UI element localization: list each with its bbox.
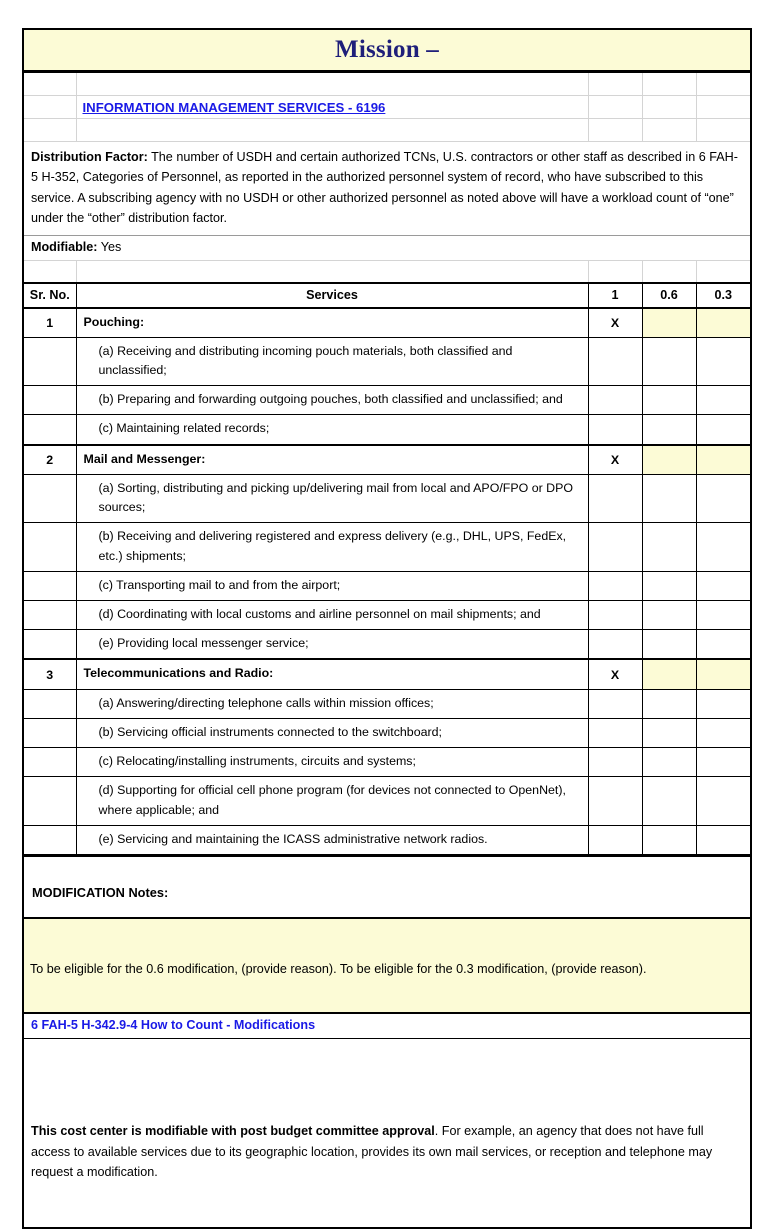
blank-cell	[24, 260, 76, 283]
blank-cell	[588, 119, 642, 142]
blank-cell	[696, 96, 750, 119]
cell-factor-03[interactable]	[696, 777, 750, 825]
cell-sr-no: 1	[24, 308, 76, 338]
service-group-row	[24, 659, 750, 689]
service-detail-row	[24, 689, 750, 718]
cell-factor-06[interactable]	[642, 337, 696, 385]
cell-factor-1[interactable]	[588, 777, 642, 825]
cell-factor-1[interactable]: X	[588, 308, 642, 338]
distribution-factor-row	[24, 142, 750, 236]
cell-factor-06[interactable]	[642, 308, 696, 338]
cell-sr-no: 2	[24, 445, 76, 475]
cell-service-group-name: Mail and Messenger:	[76, 445, 588, 475]
cell-sr-no	[24, 748, 76, 777]
cell-factor-1[interactable]	[588, 689, 642, 718]
how-to-count-text	[24, 1038, 750, 1227]
cell-factor-06[interactable]	[642, 659, 696, 689]
service-detail-row	[24, 337, 750, 385]
cell-factor-03[interactable]	[696, 308, 750, 338]
service-detail-row	[24, 600, 750, 629]
cell-factor-03[interactable]	[696, 689, 750, 718]
service-detail-row	[24, 523, 750, 571]
blank-cell	[588, 260, 642, 283]
blank-cell	[642, 96, 696, 119]
header-sr-no: Sr. No.	[24, 283, 76, 308]
cell-sr-no	[24, 523, 76, 571]
cell-factor-03[interactable]	[696, 718, 750, 747]
blank-cell	[696, 72, 750, 96]
service-detail-row	[24, 630, 750, 660]
cell-service-description: (d) Coordinating with local customs and airline personnel on mail shipments; and	[76, 600, 588, 629]
cell-factor-03[interactable]	[696, 630, 750, 660]
cell-service-description: (d) Supporting for official cell phone program (for devices not connected to OpenNet), where applicable; and	[76, 777, 588, 825]
cell-factor-06[interactable]	[642, 777, 696, 825]
modification-notes-heading: MODIFICATION Notes:	[24, 855, 750, 918]
cell-factor-03[interactable]	[696, 748, 750, 777]
distribution-factor-text: The number of USDH and certain authorized TCNs, U.S. contractors or other staff as described in 6 FAH-5 H-352, Categories of Personnel, as reported in the authorized personnel system of record, who have subscribed to this service. A subscribing agency with no USDH or other authorized personnel as noted above will have a workload count of “one” under the “other” distribution factor.	[31, 150, 738, 226]
cell-service-description: (b) Preparing and forwarding outgoing pouches, both classified and unclassified; and	[76, 386, 588, 415]
service-detail-row	[24, 415, 750, 445]
cost-center-link[interactable]: INFORMATION MANAGEMENT SERVICES - 6196	[76, 96, 588, 119]
blank-cell	[588, 96, 642, 119]
cell-service-group-name: Pouching:	[76, 308, 588, 338]
blank-cell	[642, 119, 696, 142]
cell-service-description: (b) Servicing official instruments connected to the switchboard;	[76, 718, 588, 747]
fah-reference-row	[24, 1013, 750, 1039]
cell-factor-03[interactable]	[696, 445, 750, 475]
cell-factor-06[interactable]	[642, 415, 696, 445]
cell-sr-no: 3	[24, 659, 76, 689]
cell-sr-no	[24, 571, 76, 600]
service-detail-row	[24, 571, 750, 600]
cell-factor-1[interactable]	[588, 386, 642, 415]
cell-factor-1[interactable]	[588, 337, 642, 385]
blank-cell	[24, 96, 76, 119]
service-detail-row	[24, 474, 750, 522]
cell-service-description: (b) Receiving and delivering registered and express delivery (e.g., DHL, UPS, FedEx, etc.) shipments;	[76, 523, 588, 571]
blank-cell	[642, 260, 696, 283]
cell-factor-03[interactable]	[696, 415, 750, 445]
blank-grid-row-2	[24, 119, 750, 142]
spacer-row	[24, 260, 750, 283]
cell-factor-1[interactable]: X	[588, 659, 642, 689]
cell-sr-no	[24, 386, 76, 415]
cell-factor-03[interactable]	[696, 474, 750, 522]
blank-cell	[588, 72, 642, 96]
how-to-count-rest: . For example, an agency that does not have full access to available services due to its geographic location, provides its own mail services, or reception and telephone may request a modification.	[31, 1124, 713, 1180]
cell-service-description: (e) Servicing and maintaining the ICASS administrative network radios.	[76, 825, 588, 855]
service-detail-row	[24, 748, 750, 777]
blank-cell	[76, 119, 588, 142]
icass-cost-center-sheet	[22, 28, 752, 1229]
cell-service-group-name: Telecommunications and Radio:	[76, 659, 588, 689]
title-row	[24, 30, 750, 72]
cell-factor-1[interactable]	[588, 630, 642, 660]
modification-notes-body-row	[24, 918, 750, 1013]
cell-sr-no	[24, 689, 76, 718]
how-to-count-row	[24, 1038, 750, 1227]
cell-service-description: (a) Answering/directing telephone calls within mission offices;	[76, 689, 588, 718]
fah-reference-link[interactable]: 6 FAH-5 H-342.9-4 How to Count - Modifications	[24, 1013, 750, 1039]
cell-sr-no	[24, 415, 76, 445]
cell-factor-03[interactable]	[696, 386, 750, 415]
blank-cell	[696, 119, 750, 142]
cell-factor-06[interactable]	[642, 630, 696, 660]
distribution-factor-cell	[24, 142, 750, 236]
header-services: Services	[76, 283, 588, 308]
cell-factor-03[interactable]	[696, 571, 750, 600]
cell-service-description: (a) Sorting, distributing and picking up/delivering mail from local and APO/FPO or DPO sources;	[76, 474, 588, 522]
cell-sr-no	[24, 825, 76, 855]
cell-sr-no	[24, 630, 76, 660]
cell-service-description: (a) Receiving and distributing incoming pouch materials, both classified and unclassified;	[76, 337, 588, 385]
header-factor-1: 1	[588, 283, 642, 308]
cell-factor-03[interactable]	[696, 600, 750, 629]
cell-service-description: (c) Transporting mail to and from the airport;	[76, 571, 588, 600]
modification-notes-body[interactable]: To be eligible for the 0.6 modification, (provide reason). To be eligible for the 0.3 modification, (provide reason).	[24, 918, 750, 1013]
cell-factor-1[interactable]	[588, 415, 642, 445]
cell-factor-06[interactable]	[642, 825, 696, 855]
cost-center-row	[24, 96, 750, 119]
cell-factor-1[interactable]	[588, 474, 642, 522]
cell-factor-1[interactable]	[588, 748, 642, 777]
modifiable-cell	[24, 235, 750, 260]
service-group-row	[24, 308, 750, 338]
service-detail-row	[24, 825, 750, 855]
cell-sr-no	[24, 474, 76, 522]
blank-grid-row-1	[24, 72, 750, 96]
cell-factor-06[interactable]	[642, 689, 696, 718]
services-table-header	[24, 283, 750, 308]
distribution-factor-label: Distribution Factor:	[31, 150, 148, 164]
header-factor-06: 0.6	[642, 283, 696, 308]
cell-sr-no	[24, 777, 76, 825]
blank-cell	[24, 119, 76, 142]
cell-factor-1[interactable]	[588, 523, 642, 571]
modifiable-row	[24, 235, 750, 260]
cell-factor-06[interactable]	[642, 718, 696, 747]
cell-factor-06[interactable]	[642, 474, 696, 522]
blank-cell	[696, 260, 750, 283]
cell-sr-no	[24, 600, 76, 629]
cell-sr-no	[24, 718, 76, 747]
cell-factor-03[interactable]	[696, 659, 750, 689]
cell-factor-06[interactable]	[642, 748, 696, 777]
blank-cell	[76, 72, 588, 96]
cell-factor-06[interactable]	[642, 445, 696, 475]
sheet-grid	[24, 30, 750, 1227]
cell-service-description: (c) Relocating/installing instruments, circuits and systems;	[76, 748, 588, 777]
cell-factor-06[interactable]	[642, 600, 696, 629]
services-table-body	[24, 308, 750, 856]
cell-sr-no	[24, 337, 76, 385]
cell-factor-1[interactable]	[588, 571, 642, 600]
cell-factor-03[interactable]	[696, 825, 750, 855]
cell-service-description: (c) Maintaining related records;	[76, 415, 588, 445]
cell-factor-1[interactable]	[588, 600, 642, 629]
service-group-row	[24, 445, 750, 475]
service-detail-row	[24, 386, 750, 415]
cell-factor-1[interactable]	[588, 718, 642, 747]
how-to-count-bold: This cost center is modifiable with post budget committee approval	[31, 1124, 435, 1139]
cell-factor-03[interactable]	[696, 337, 750, 385]
blank-cell	[24, 72, 76, 96]
cell-factor-03[interactable]	[696, 523, 750, 571]
modifiable-value: Yes	[97, 240, 122, 255]
service-detail-row	[24, 777, 750, 825]
modifiable-label: Modifiable:	[31, 240, 98, 255]
cell-factor-1[interactable]: X	[588, 445, 642, 475]
service-detail-row	[24, 718, 750, 747]
cell-factor-06[interactable]	[642, 523, 696, 571]
header-factor-03: 0.3	[696, 283, 750, 308]
blank-cell	[642, 72, 696, 96]
modification-notes-heading-row	[24, 855, 750, 918]
cell-factor-06[interactable]	[642, 571, 696, 600]
page-title: Mission –	[24, 30, 750, 72]
cell-factor-06[interactable]	[642, 386, 696, 415]
cell-factor-1[interactable]	[588, 825, 642, 855]
cell-service-description: (e) Providing local messenger service;	[76, 630, 588, 660]
blank-cell	[76, 260, 588, 283]
